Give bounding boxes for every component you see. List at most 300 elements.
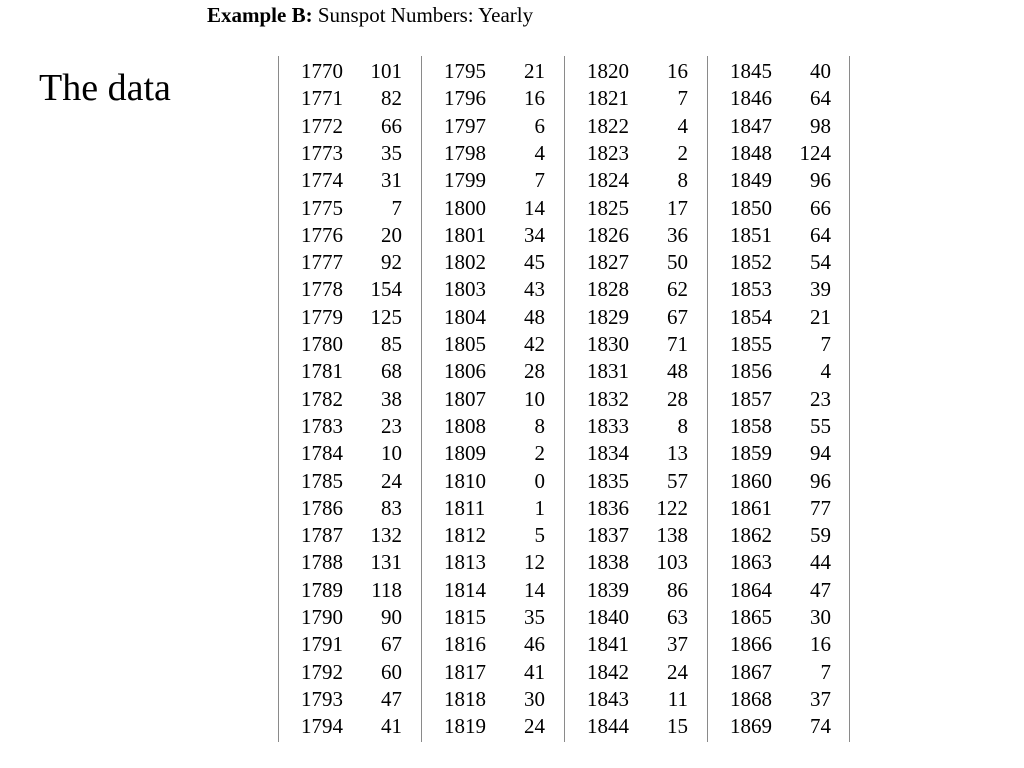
year-cell: 1787 (301, 523, 343, 548)
sunspot-value-cell: 31 (381, 168, 402, 193)
sunspot-value-cell: 54 (810, 250, 831, 275)
table-row (278, 713, 421, 740)
sunspot-value-cell: 44 (810, 550, 831, 575)
table-row (421, 549, 564, 576)
sunspot-value-cell: 13 (667, 441, 688, 466)
table-row (707, 222, 850, 249)
year-cell: 1816 (444, 632, 486, 657)
year-cell: 1771 (301, 86, 343, 111)
sunspot-value-cell: 74 (810, 714, 831, 739)
sunspot-value-cell: 7 (820, 332, 831, 356)
table-row (707, 522, 850, 549)
sunspot-value-cell: 2 (677, 140, 688, 165)
year-cell: 1808 (444, 413, 486, 438)
table-row (278, 276, 421, 303)
year-cell: 1838 (587, 550, 629, 575)
year-cell: 1809 (444, 441, 486, 466)
table-row (564, 631, 707, 658)
table-row (278, 85, 421, 112)
year-cell: 1844 (587, 714, 629, 739)
year-cell: 1790 (301, 605, 343, 629)
year-cell: 1832 (587, 386, 629, 411)
year-cell: 1857 (730, 386, 772, 411)
table-row (278, 331, 421, 358)
sunspot-value-cell: 30 (524, 686, 545, 711)
section-heading: The data (39, 67, 171, 109)
year-cell: 1846 (730, 86, 772, 111)
table-row (278, 495, 421, 522)
table-column (421, 56, 564, 742)
table-row (564, 140, 707, 167)
sunspot-value-cell: 62 (667, 277, 688, 302)
table-row (564, 167, 707, 194)
table-row (421, 358, 564, 385)
sunspot-value-cell: 16 (524, 86, 545, 111)
table-row (421, 85, 564, 112)
year-cell: 1869 (730, 714, 772, 739)
table-row (564, 522, 707, 549)
table-row (564, 659, 707, 686)
table-row (278, 140, 421, 167)
table-row (564, 85, 707, 112)
table-row (421, 522, 564, 549)
sunspot-value-cell: 34 (524, 222, 545, 247)
sunspot-value-cell: 8 (677, 413, 688, 438)
year-cell: 1823 (587, 140, 629, 165)
table-row (278, 440, 421, 467)
sunspot-value-cell: 20 (381, 222, 402, 247)
year-cell: 1854 (730, 304, 772, 329)
sunspot-value-cell: 57 (667, 468, 688, 493)
sunspot-value-cell: 15 (667, 714, 688, 739)
sunspot-value-cell: 7 (534, 168, 545, 193)
year-cell: 1789 (301, 577, 343, 602)
table-row (421, 631, 564, 658)
year-cell: 1781 (301, 359, 343, 384)
table-row (707, 549, 850, 576)
sunspot-value-cell: 28 (524, 359, 545, 384)
table-row (564, 195, 707, 222)
table-row (421, 222, 564, 249)
table-row (564, 113, 707, 140)
year-cell: 1840 (587, 605, 629, 629)
sunspot-value-cell: 41 (381, 714, 402, 739)
sunspot-value-cell: 21 (810, 304, 831, 329)
year-cell: 1845 (730, 59, 772, 83)
sunspot-value-cell: 67 (667, 304, 688, 329)
table-row (421, 440, 564, 467)
sunspot-value-cell: 41 (524, 659, 545, 684)
year-cell: 1791 (301, 632, 343, 657)
sunspot-value-cell: 131 (370, 550, 402, 575)
sunspot-value-cell: 48 (667, 359, 688, 384)
year-cell: 1774 (301, 168, 343, 193)
sunspot-value-cell: 45 (524, 250, 545, 275)
year-cell: 1841 (587, 632, 629, 657)
year-cell: 1772 (301, 113, 343, 138)
sunspot-value-cell: 37 (667, 632, 688, 657)
table-row (564, 577, 707, 604)
sunspot-value-cell: 5 (534, 523, 545, 548)
year-cell: 1847 (730, 113, 772, 138)
sunspot-value-cell: 4 (534, 140, 545, 165)
table-row (564, 249, 707, 276)
table-row (278, 304, 421, 331)
table-row (707, 331, 850, 358)
sunspot-value-cell: 7 (820, 659, 831, 684)
year-cell: 1865 (730, 605, 772, 629)
sunspot-value-cell: 66 (381, 113, 402, 138)
table-row (421, 604, 564, 631)
table-row (564, 713, 707, 740)
year-cell: 1785 (301, 468, 343, 493)
table-column (564, 56, 707, 742)
sunspot-value-cell: 90 (381, 605, 402, 629)
sunspot-value-cell: 38 (381, 386, 402, 411)
year-cell: 1780 (301, 332, 343, 356)
sunspot-value-cell: 35 (381, 140, 402, 165)
table-row (707, 195, 850, 222)
table-row (707, 276, 850, 303)
table-row (278, 686, 421, 713)
table-row (421, 413, 564, 440)
table-row (564, 386, 707, 413)
table-row (564, 222, 707, 249)
sunspot-value-cell: 64 (810, 222, 831, 247)
sunspot-value-cell: 16 (810, 632, 831, 657)
sunspot-value-cell: 103 (656, 550, 688, 575)
table-row (564, 358, 707, 385)
sunspot-value-cell: 86 (667, 577, 688, 602)
year-cell: 1793 (301, 686, 343, 711)
sunspot-value-cell: 48 (524, 304, 545, 329)
year-cell: 1868 (730, 686, 772, 711)
table-row (278, 167, 421, 194)
table-row (707, 113, 850, 140)
sunspot-value-cell: 124 (799, 140, 831, 165)
table-row (707, 604, 850, 631)
year-cell: 1866 (730, 632, 772, 657)
year-cell: 1821 (587, 86, 629, 111)
year-cell: 1792 (301, 659, 343, 684)
year-cell: 1829 (587, 304, 629, 329)
sunspot-value-cell: 14 (524, 577, 545, 602)
sunspot-value-cell: 24 (381, 468, 402, 493)
table-row (707, 659, 850, 686)
sunspot-value-cell: 85 (381, 332, 402, 356)
sunspot-value-cell: 118 (371, 577, 402, 602)
year-cell: 1850 (730, 195, 772, 220)
sunspot-value-cell: 28 (667, 386, 688, 411)
year-cell: 1835 (587, 468, 629, 493)
year-cell: 1794 (301, 714, 343, 739)
year-cell: 1810 (444, 468, 486, 493)
year-cell: 1806 (444, 359, 486, 384)
sunspot-value-cell: 60 (381, 659, 402, 684)
table-row (278, 631, 421, 658)
year-cell: 1843 (587, 686, 629, 711)
year-cell: 1801 (444, 222, 486, 247)
table-row (707, 58, 850, 85)
year-cell: 1817 (444, 659, 486, 684)
sunspot-value-cell: 0 (534, 468, 545, 493)
table-row (564, 468, 707, 495)
year-cell: 1851 (730, 222, 772, 247)
sunspot-value-cell: 82 (381, 86, 402, 111)
title-prefix: Example B: (207, 3, 313, 27)
table-row (278, 522, 421, 549)
sunspot-value-cell: 138 (656, 523, 688, 548)
sunspot-value-cell: 47 (810, 577, 831, 602)
table-row (421, 386, 564, 413)
sunspot-value-cell: 8 (677, 168, 688, 193)
year-cell: 1795 (444, 59, 486, 83)
table-row (564, 440, 707, 467)
sunspot-value-cell: 10 (381, 441, 402, 466)
sunspot-value-cell: 16 (667, 59, 688, 83)
year-cell: 1779 (301, 304, 343, 329)
sunspot-value-cell: 37 (810, 686, 831, 711)
table-row (707, 249, 850, 276)
table-row (707, 686, 850, 713)
year-cell: 1864 (730, 577, 772, 602)
year-cell: 1855 (730, 332, 772, 356)
table-row (564, 413, 707, 440)
page-title (207, 3, 533, 27)
sunspot-value-cell: 12 (524, 550, 545, 575)
table-row (707, 577, 850, 604)
table-row (421, 304, 564, 331)
sunspot-data-table (278, 56, 850, 742)
year-cell: 1852 (730, 250, 772, 275)
sunspot-value-cell: 42 (524, 332, 545, 356)
year-cell: 1812 (444, 523, 486, 548)
table-row (564, 276, 707, 303)
year-cell: 1770 (301, 59, 343, 83)
year-cell: 1820 (587, 59, 629, 83)
sunspot-value-cell: 1 (534, 495, 545, 520)
year-cell: 1784 (301, 441, 343, 466)
year-cell: 1839 (587, 577, 629, 602)
year-cell: 1799 (444, 168, 486, 193)
sunspot-value-cell: 40 (810, 59, 831, 83)
year-cell: 1830 (587, 332, 629, 356)
table-row (421, 58, 564, 85)
year-cell: 1859 (730, 441, 772, 466)
year-cell: 1867 (730, 659, 772, 684)
table-row (421, 167, 564, 194)
sunspot-value-cell: 23 (810, 386, 831, 411)
sunspot-value-cell: 98 (810, 113, 831, 138)
sunspot-value-cell: 4 (677, 113, 688, 138)
table-row (278, 659, 421, 686)
sunspot-value-cell: 35 (524, 605, 545, 629)
year-cell: 1827 (587, 250, 629, 275)
sunspot-value-cell: 50 (667, 250, 688, 275)
year-cell: 1788 (301, 550, 343, 575)
table-row (707, 358, 850, 385)
table-row (564, 604, 707, 631)
table-row (421, 140, 564, 167)
table-row (421, 495, 564, 522)
year-cell: 1858 (730, 413, 772, 438)
table-row (707, 140, 850, 167)
year-cell: 1814 (444, 577, 486, 602)
table-row (707, 631, 850, 658)
sunspot-value-cell: 92 (381, 250, 402, 275)
sunspot-value-cell: 4 (820, 359, 831, 384)
table-row (278, 113, 421, 140)
sunspot-value-cell: 10 (524, 386, 545, 411)
sunspot-value-cell: 23 (381, 413, 402, 438)
table-row (564, 549, 707, 576)
year-cell: 1837 (587, 523, 629, 548)
year-cell: 1825 (587, 195, 629, 220)
year-cell: 1836 (587, 495, 629, 520)
sunspot-value-cell: 6 (534, 113, 545, 138)
year-cell: 1824 (587, 168, 629, 193)
year-cell: 1828 (587, 277, 629, 302)
sunspot-value-cell: 8 (534, 413, 545, 438)
sunspot-value-cell: 30 (810, 605, 831, 629)
table-row (564, 304, 707, 331)
year-cell: 1813 (444, 550, 486, 575)
year-cell: 1776 (301, 222, 343, 247)
table-row (707, 495, 850, 522)
year-cell: 1777 (301, 250, 343, 275)
sunspot-value-cell: 66 (810, 195, 831, 220)
table-row (707, 167, 850, 194)
sunspot-value-cell: 39 (810, 277, 831, 302)
sunspot-value-cell: 21 (524, 59, 545, 83)
year-cell: 1775 (301, 195, 343, 220)
year-cell: 1782 (301, 386, 343, 411)
sunspot-value-cell: 14 (524, 195, 545, 220)
table-row (707, 468, 850, 495)
sunspot-value-cell: 83 (381, 495, 402, 520)
sunspot-value-cell: 46 (524, 632, 545, 657)
table-column (278, 56, 421, 742)
table-row (564, 495, 707, 522)
sunspot-value-cell: 125 (370, 304, 402, 329)
table-column (707, 56, 850, 742)
year-cell: 1818 (444, 686, 486, 711)
year-cell: 1786 (301, 495, 343, 520)
sunspot-value-cell: 59 (810, 523, 831, 548)
sunspot-value-cell: 96 (810, 168, 831, 193)
table-row (421, 659, 564, 686)
year-cell: 1842 (587, 659, 629, 684)
table-row (707, 304, 850, 331)
year-cell: 1807 (444, 386, 486, 411)
table-row (278, 58, 421, 85)
table-row (278, 604, 421, 631)
sunspot-value-cell: 101 (370, 59, 402, 83)
year-cell: 1796 (444, 86, 486, 111)
sunspot-value-cell: 2 (534, 441, 545, 466)
sunspot-value-cell: 24 (667, 659, 688, 684)
year-cell: 1856 (730, 359, 772, 384)
sunspot-value-cell: 36 (667, 222, 688, 247)
year-cell: 1805 (444, 332, 486, 356)
year-cell: 1862 (730, 523, 772, 548)
year-cell: 1773 (301, 140, 343, 165)
sunspot-value-cell: 77 (810, 495, 831, 520)
sunspot-value-cell: 24 (524, 714, 545, 739)
year-cell: 1802 (444, 250, 486, 275)
sunspot-value-cell: 132 (370, 523, 402, 548)
sunspot-value-cell: 154 (370, 277, 402, 302)
year-cell: 1815 (444, 605, 486, 629)
year-cell: 1853 (730, 277, 772, 302)
table-row (278, 468, 421, 495)
table-row (278, 249, 421, 276)
sunspot-value-cell: 17 (667, 195, 688, 220)
table-row (421, 577, 564, 604)
table-row (707, 440, 850, 467)
year-cell: 1800 (444, 195, 486, 220)
sunspot-value-cell: 71 (667, 332, 688, 356)
year-cell: 1822 (587, 113, 629, 138)
year-cell: 1778 (301, 277, 343, 302)
table-row (421, 468, 564, 495)
sunspot-value-cell: 68 (381, 359, 402, 384)
sunspot-value-cell: 94 (810, 441, 831, 466)
year-cell: 1783 (301, 413, 343, 438)
sunspot-value-cell: 47 (381, 686, 402, 711)
year-cell: 1826 (587, 222, 629, 247)
table-row (421, 276, 564, 303)
sunspot-value-cell: 64 (810, 86, 831, 111)
sunspot-value-cell: 96 (810, 468, 831, 493)
year-cell: 1811 (444, 495, 486, 520)
sunspot-value-cell: 63 (667, 605, 688, 629)
sunspot-value-cell: 11 (667, 686, 688, 711)
table-row (707, 713, 850, 740)
year-cell: 1804 (444, 304, 486, 329)
table-row (278, 413, 421, 440)
table-row (707, 85, 850, 112)
table-row (564, 331, 707, 358)
table-row (707, 386, 850, 413)
sunspot-value-cell: 7 (677, 86, 688, 111)
table-row (564, 686, 707, 713)
table-row (707, 413, 850, 440)
sunspot-value-cell: 55 (810, 413, 831, 438)
year-cell: 1803 (444, 277, 486, 302)
table-row (421, 195, 564, 222)
year-cell: 1831 (587, 359, 629, 384)
year-cell: 1861 (730, 495, 772, 520)
year-cell: 1798 (444, 140, 486, 165)
table-row (278, 386, 421, 413)
table-row (278, 549, 421, 576)
year-cell: 1849 (730, 168, 772, 193)
table-row (421, 113, 564, 140)
table-row (278, 358, 421, 385)
title-text: Sunspot Numbers: Yearly (312, 3, 534, 27)
table-row (421, 713, 564, 740)
table-row (421, 249, 564, 276)
table-row (278, 577, 421, 604)
table-row (564, 58, 707, 85)
year-cell: 1860 (730, 468, 772, 493)
table-row (278, 195, 421, 222)
table-row (421, 331, 564, 358)
year-cell: 1848 (730, 140, 772, 165)
year-cell: 1863 (730, 550, 772, 575)
table-row (421, 686, 564, 713)
